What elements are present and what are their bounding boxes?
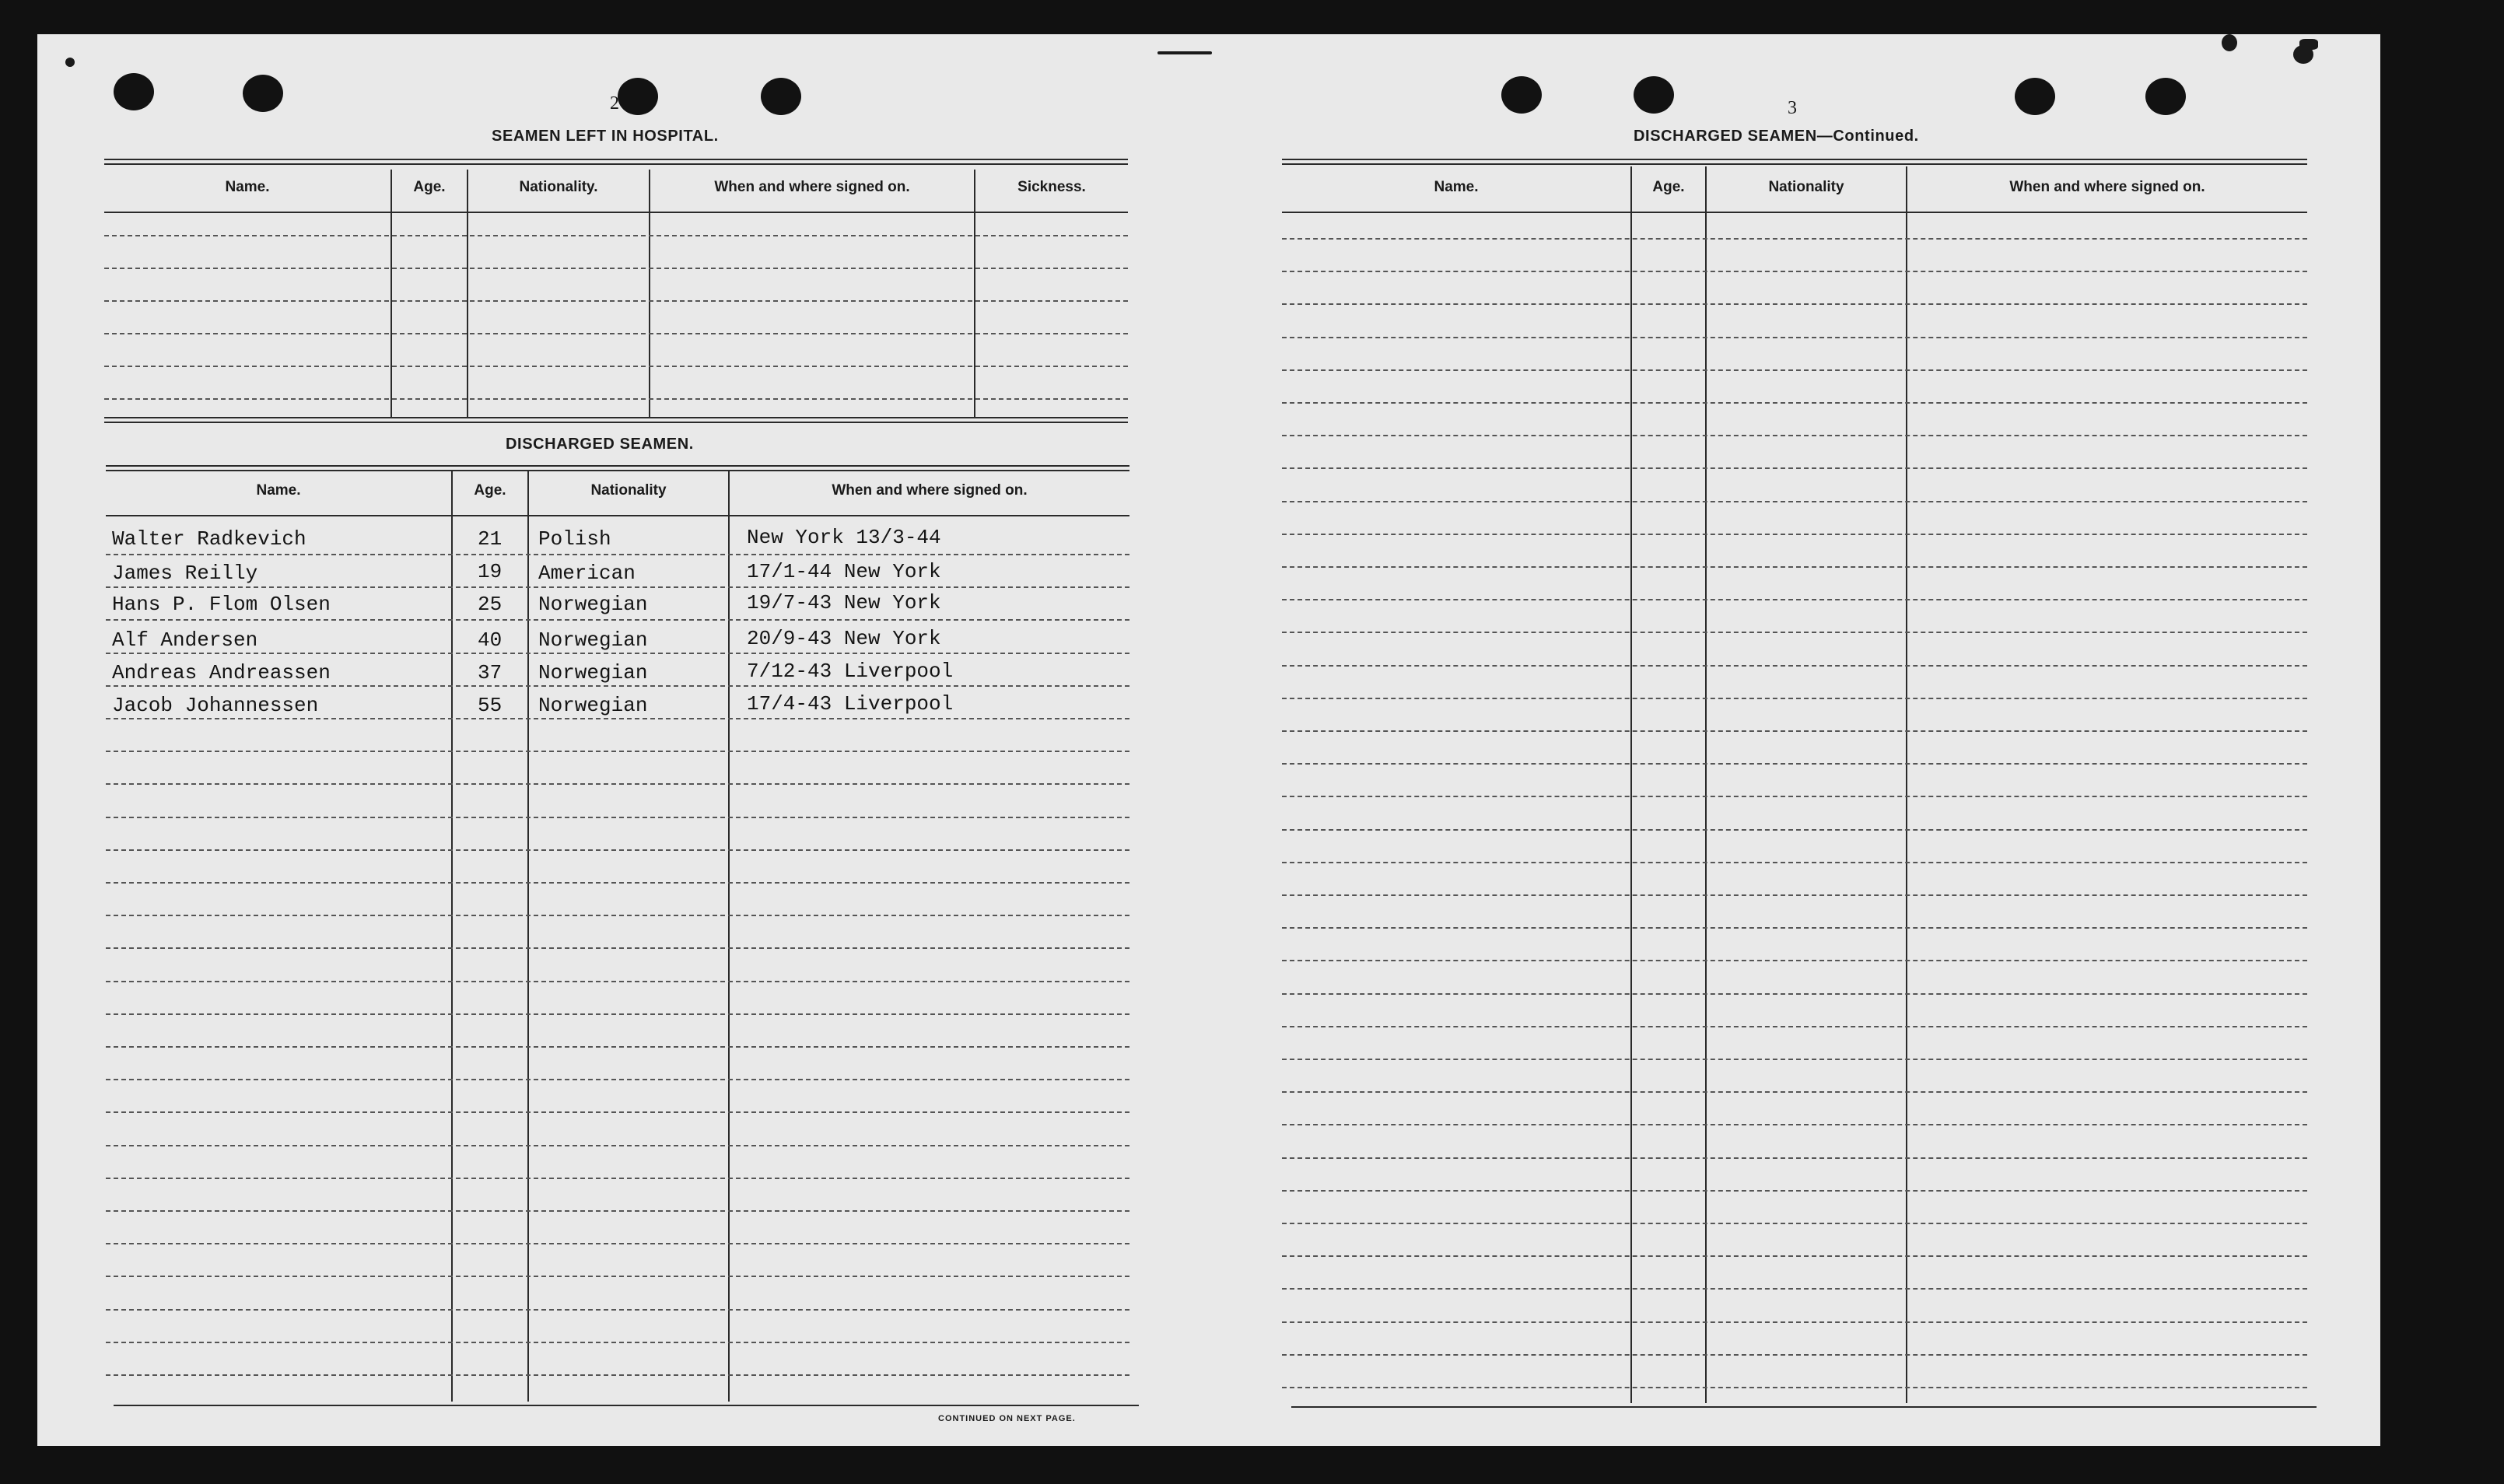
row-line <box>106 1309 1129 1311</box>
continued-col-divider <box>1630 166 1632 1403</box>
discharged-col-signed-on: When and where signed on. <box>832 482 1028 499</box>
row-line <box>1282 1026 2307 1027</box>
row-line <box>1282 1059 2307 1060</box>
row-line <box>106 1210 1129 1212</box>
row-line <box>106 783 1129 785</box>
seaman-age: 37 <box>478 661 503 684</box>
seaman-name: Andreas Andreassen <box>112 661 331 684</box>
row-line <box>106 1276 1129 1277</box>
hospital-col-name: Name. <box>225 179 270 195</box>
row-line <box>106 1079 1129 1080</box>
row-line <box>106 947 1129 949</box>
seaman-signed-on: New York 13/3-44 <box>747 526 941 549</box>
row-line <box>1282 599 2307 600</box>
row-line <box>1282 337 2307 338</box>
row-line <box>1282 927 2307 929</box>
row-line <box>106 1111 1129 1113</box>
continued-col-nationality: Nationality <box>1768 179 1844 195</box>
right-page-number: 3 <box>1788 98 1797 118</box>
row-line <box>1282 1387 2307 1388</box>
hospital-row-line <box>104 366 1128 367</box>
row-line <box>1282 1091 2307 1093</box>
discharged-top-rule <box>106 470 1129 471</box>
hospital-row-line <box>104 268 1128 269</box>
hospital-row-line <box>104 333 1128 334</box>
continued-col-divider <box>1705 166 1707 1403</box>
ink-speck <box>2299 39 2318 50</box>
punch-hole <box>2015 78 2055 115</box>
row-line <box>1282 993 2307 995</box>
row-line <box>106 1046 1129 1048</box>
row-line <box>106 882 1129 884</box>
row-line <box>106 586 1129 588</box>
row-line <box>106 915 1129 916</box>
row-line <box>106 1178 1129 1179</box>
seaman-name: Jacob Johannessen <box>112 694 319 717</box>
hospital-section-title: SEAMEN LEFT IN HOSPITAL. <box>492 128 719 145</box>
row-line <box>106 1342 1129 1343</box>
hospital-row-line <box>104 235 1128 236</box>
row-line <box>106 653 1129 654</box>
hospital-col-sickness: Sickness. <box>1017 179 1086 195</box>
seaman-signed-on: 20/9-43 New York <box>747 627 941 650</box>
hospital-bottom-rule <box>104 417 1128 418</box>
seaman-signed-on: 7/12-43 Liverpool <box>747 660 954 683</box>
discharged-bottom-rule <box>114 1405 1139 1406</box>
punch-hole <box>2145 78 2186 115</box>
row-line <box>1282 467 2307 469</box>
continued-top-rule <box>1282 159 2307 160</box>
seaman-age: 55 <box>478 694 503 717</box>
row-line <box>106 619 1129 621</box>
row-line <box>106 685 1129 687</box>
seaman-age: 21 <box>478 527 503 551</box>
row-line <box>1282 1223 2307 1224</box>
row-line <box>1282 238 2307 240</box>
discharged-header-rule <box>106 515 1129 516</box>
row-line <box>1282 1255 2307 1257</box>
seaman-nationality: Norwegian <box>538 628 648 652</box>
row-line <box>1282 1354 2307 1356</box>
continued-col-signed-on: When and where signed on. <box>2009 179 2205 195</box>
hospital-bottom-rule <box>104 422 1128 423</box>
punch-hole <box>1501 76 1542 114</box>
continued-bottom-rule <box>1291 1406 2317 1408</box>
row-line <box>1282 894 2307 896</box>
continued-header-rule <box>1282 212 2307 213</box>
continued-section-title: DISCHARGED SEAMEN—Continued. <box>1634 128 1919 145</box>
row-line <box>1282 960 2307 961</box>
seaman-age: 25 <box>478 593 503 616</box>
row-line <box>1282 501 2307 502</box>
row-line <box>106 1374 1129 1376</box>
punch-hole <box>243 75 283 112</box>
hospital-col-divider <box>649 170 650 417</box>
continued-top-rule <box>1282 163 2307 165</box>
row-line <box>1282 303 2307 305</box>
continued-col-age: Age. <box>1652 179 1685 195</box>
row-line <box>106 1243 1129 1244</box>
row-line <box>1282 796 2307 797</box>
ink-speck <box>1157 51 1212 54</box>
hospital-top-rule <box>104 159 1128 160</box>
hospital-col-divider <box>974 170 975 417</box>
punch-hole <box>114 73 154 110</box>
seaman-age: 40 <box>478 628 503 652</box>
punch-hole <box>1634 76 1674 114</box>
row-line <box>1282 271 2307 272</box>
seaman-age: 19 <box>478 560 503 583</box>
row-line <box>106 817 1129 818</box>
row-line <box>1282 1124 2307 1125</box>
hospital-col-divider <box>390 170 392 417</box>
row-line <box>1282 1288 2307 1290</box>
row-line <box>106 554 1129 555</box>
continued-col-name: Name. <box>1434 179 1479 195</box>
continued-col-divider <box>1906 166 1907 1403</box>
seaman-signed-on: 17/4-43 Liverpool <box>747 692 954 716</box>
discharged-top-rule <box>106 465 1129 467</box>
row-line <box>1282 862 2307 863</box>
row-line <box>106 751 1129 752</box>
row-line <box>1282 763 2307 765</box>
row-line <box>1282 730 2307 732</box>
discharged-col-divider <box>527 471 529 1402</box>
row-line <box>106 1013 1129 1015</box>
seaman-name: James Reilly <box>112 562 258 585</box>
seaman-nationality: Polish <box>538 527 611 551</box>
row-line <box>1282 1157 2307 1159</box>
discharged-col-age: Age. <box>474 482 506 499</box>
row-line <box>1282 435 2307 436</box>
seaman-name: Hans P. Flom Olsen <box>112 593 331 616</box>
discharged-section-title: DISCHARGED SEAMEN. <box>506 436 694 453</box>
row-line <box>1282 665 2307 667</box>
discharged-col-nationality: Nationality <box>590 482 667 499</box>
hospital-col-age: Age. <box>413 179 446 195</box>
hospital-row-line <box>104 398 1128 400</box>
punch-hole <box>618 78 658 115</box>
ledger-sheet <box>37 34 2380 1446</box>
discharged-col-divider <box>451 471 453 1402</box>
hospital-col-nationality: Nationality. <box>519 179 598 195</box>
seaman-signed-on: 19/7-43 New York <box>747 591 941 614</box>
seaman-nationality: Norwegian <box>538 694 648 717</box>
row-line <box>1282 534 2307 535</box>
discharged-col-divider <box>728 471 730 1402</box>
row-line <box>1282 1321 2307 1323</box>
row-line <box>106 718 1129 719</box>
row-line <box>1282 829 2307 831</box>
left-page-number: 2 <box>610 93 619 114</box>
row-line <box>1282 566 2307 568</box>
seaman-signed-on: 17/1-44 New York <box>747 560 941 583</box>
seaman-nationality: Norwegian <box>538 661 648 684</box>
row-line <box>106 849 1129 851</box>
row-line <box>1282 1190 2307 1192</box>
seaman-nationality: American <box>538 562 636 585</box>
seaman-name: Walter Radkevich <box>112 527 306 551</box>
seaman-name: Alf Andersen <box>112 628 258 652</box>
discharged-col-name: Name. <box>256 482 301 499</box>
hospital-row-line <box>104 300 1128 302</box>
row-line <box>1282 698 2307 699</box>
row-line <box>106 981 1129 982</box>
hospital-col-signed-on: When and where signed on. <box>714 179 910 195</box>
continued-note: CONTINUED ON NEXT PAGE. <box>938 1414 1076 1423</box>
ink-speck <box>2222 34 2237 51</box>
row-line <box>1282 402 2307 404</box>
hospital-top-rule <box>104 163 1128 165</box>
hospital-col-divider <box>467 170 468 417</box>
seaman-nationality: Norwegian <box>538 593 648 616</box>
row-line <box>1282 369 2307 371</box>
ink-speck <box>65 58 75 67</box>
row-line <box>1282 632 2307 633</box>
row-line <box>106 1145 1129 1146</box>
punch-hole <box>761 78 801 115</box>
